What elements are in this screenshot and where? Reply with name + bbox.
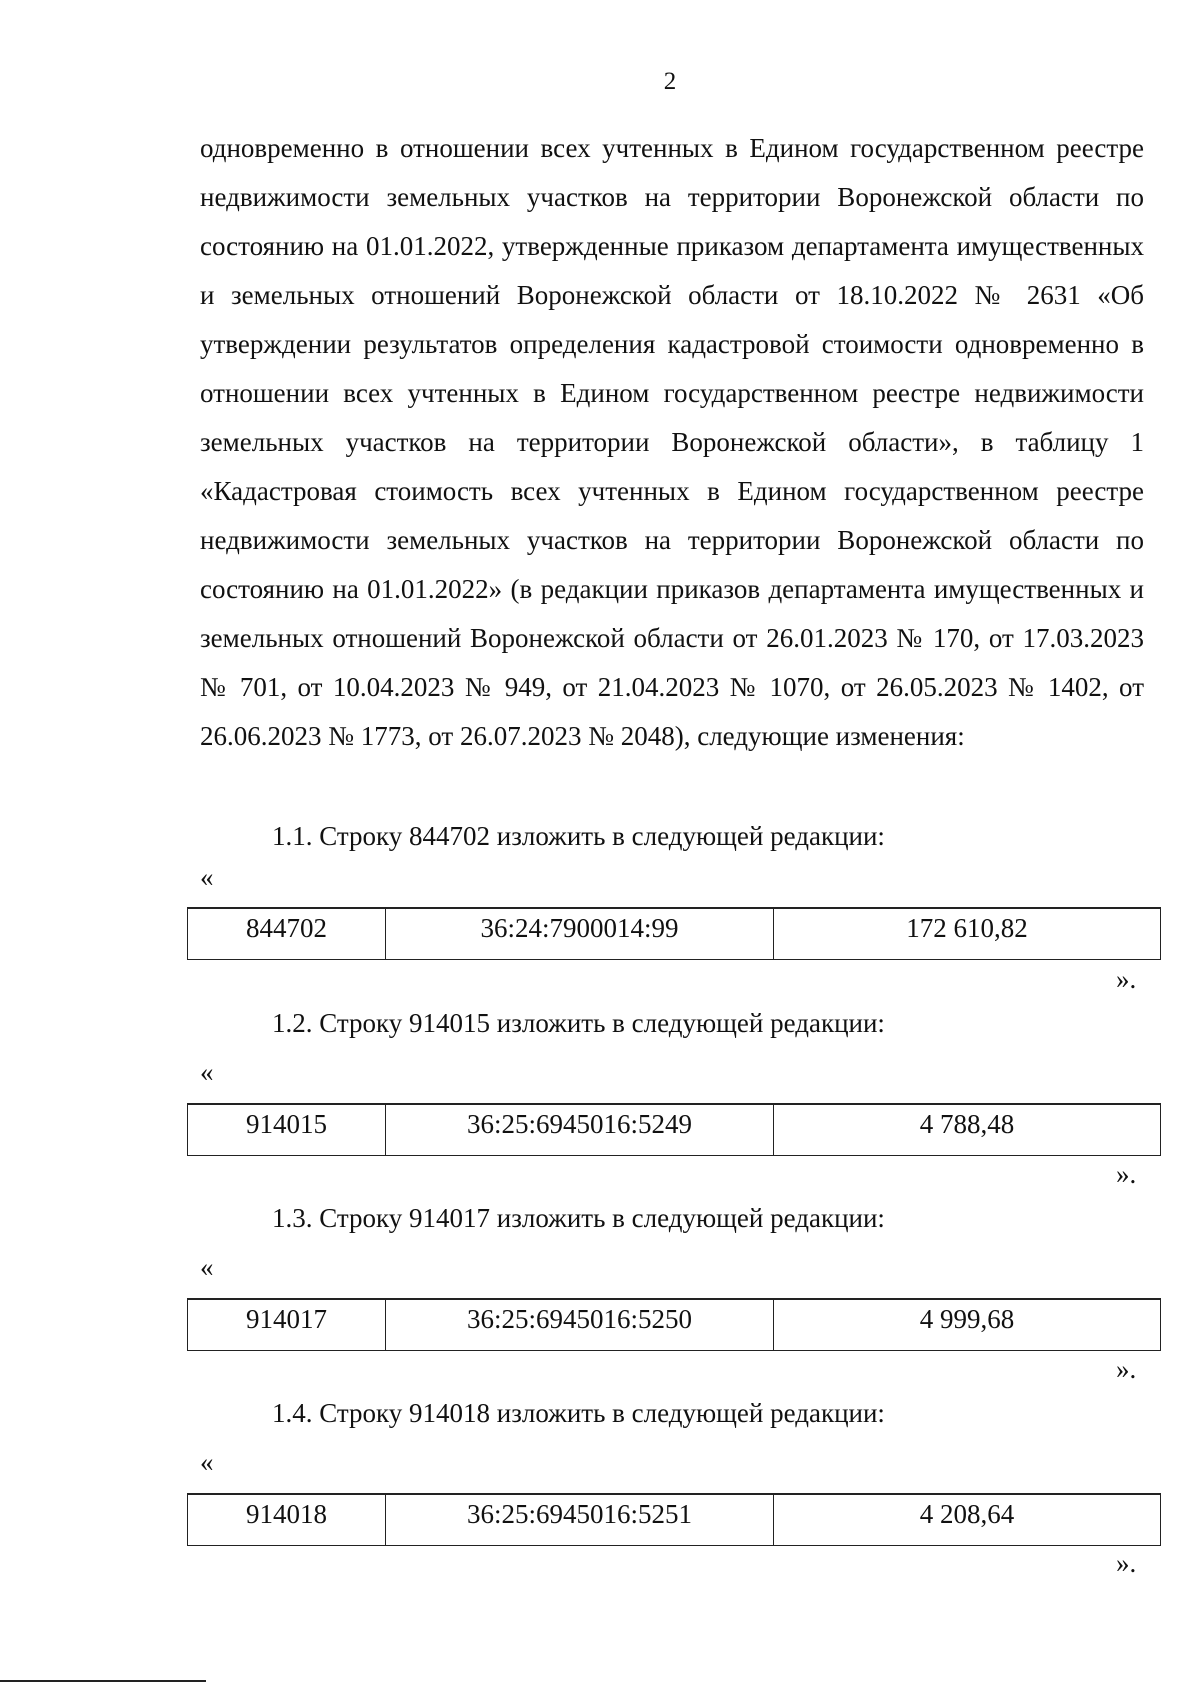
amendment-row-table [187,1298,1161,1351]
item-instruction: 1.1. Строку 844702 изложить в следующей редакции: [272,821,885,851]
open-quote: « [200,1252,214,1282]
footnote-rule [0,1680,206,1682]
table-row [188,1494,1161,1546]
row-number-cell: 844702 [188,908,386,960]
table-row [188,1104,1161,1156]
open-quote: « [200,862,214,892]
table-row [188,1299,1161,1351]
cadastral-value-cell: 4 208,64 [774,1494,1161,1546]
page-number: 2 [663,68,677,95]
close-quote: ». [1116,1548,1137,1578]
cadastral-value-cell: 172 610,82 [774,908,1161,960]
row-number-cell: 914017 [188,1299,386,1351]
row-number-cell: 914018 [188,1494,386,1546]
row-number-cell: 914015 [188,1104,386,1156]
close-quote: ». [1116,964,1137,994]
close-quote: ». [1116,1354,1137,1384]
close-quote: ». [1116,1159,1137,1189]
cadastral-value-cell: 4 999,68 [774,1299,1161,1351]
cadastral-number-cell: 36:25:6945016:5251 [386,1494,774,1546]
item-instruction: 1.2. Строку 914015 изложить в следующей редакции: [272,1008,885,1038]
body-paragraph: одновременно в отношении всех учтенных в Едином государственном реестре недвижимости земельных участков на территории Воронежской области по состоянию на 01.01.2022, утвержденные приказом департамента имущественных и земельных отношений Воронежской области от 18.10.2022 № 2631 «Об утверждении результатов определения кадастровой стоимости одновременно в отношении всех учтенных в Едином государственном реестре недвижимости земельных участков на территории Воронежской области», в таблицу 1 «Кадастровая стоимость всех учтенных в Едином государственном реестре недвижимости земельных участков на территории Воронежской области по состоянию на 01.01.2022» (в редакции приказов департамента имущественных и земельных отношений Воронежской области от 26.01.2023 № 170, от 17.03.2023 № 701, от 10.04.2023 № 949, от 21.04.2023 № 1070, от 26.05.2023 № 1402, от 26.06.2023 № 1773, от 26.07.2023 № 2048), следующие изменения: [200,133,1144,751]
table-row [188,908,1161,960]
cadastral-number-cell: 36:25:6945016:5250 [386,1299,774,1351]
open-quote: « [200,1057,214,1087]
item-instruction: 1.3. Строку 914017 изложить в следующей редакции: [272,1203,885,1233]
amendment-row-table [187,1493,1161,1546]
item-instruction: 1.4. Строку 914018 изложить в следующей редакции: [272,1398,885,1428]
cadastral-number-cell: 36:24:7900014:99 [386,908,774,960]
amendment-row-table [187,1103,1161,1156]
cadastral-value-cell: 4 788,48 [774,1104,1161,1156]
open-quote: « [200,1447,214,1477]
amendment-row-table [187,907,1161,960]
cadastral-number-cell: 36:25:6945016:5249 [386,1104,774,1156]
